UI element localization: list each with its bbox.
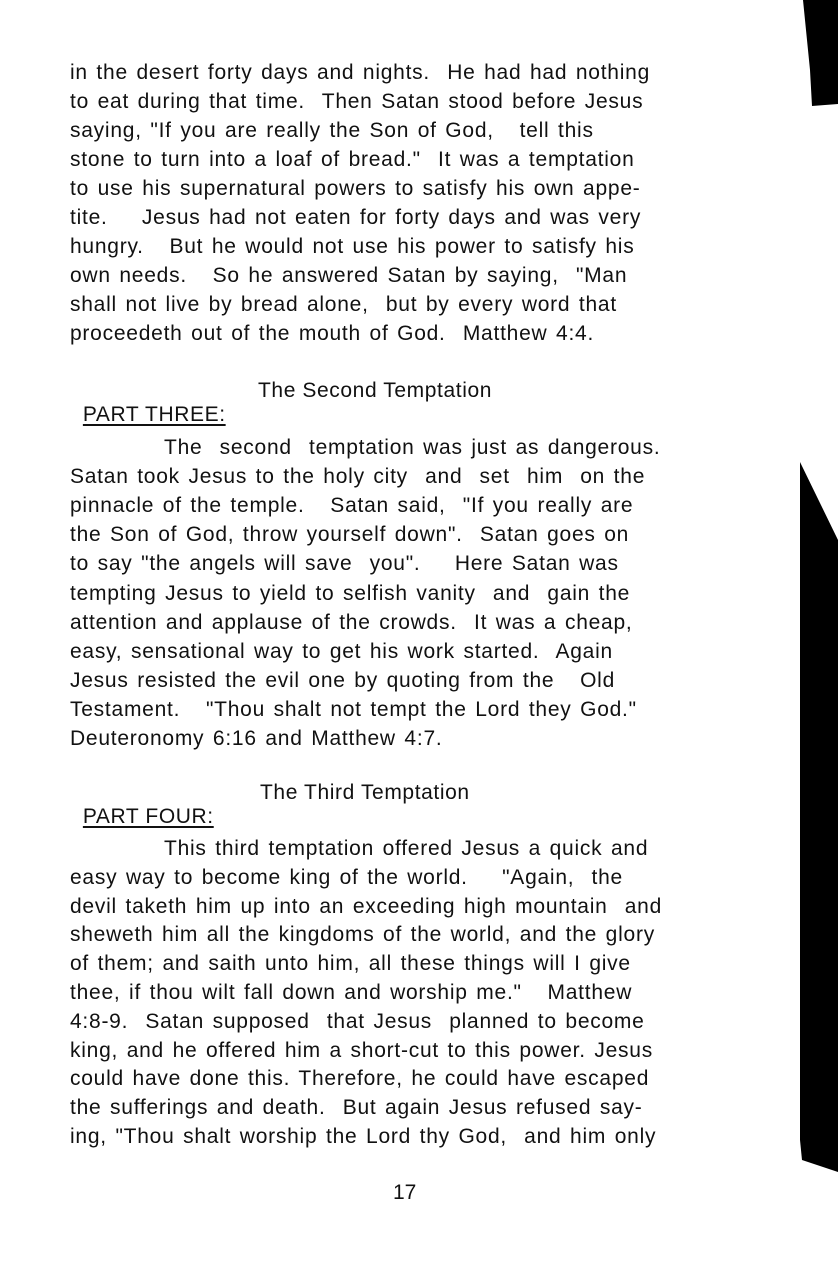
text-line: to use his supernatural powers to satisfy his own appe-: [70, 177, 641, 200]
text-line: stone to turn into a loaf of bread." It was a temptation: [70, 148, 635, 171]
text-line: 4:8-9. Satan supposed that Jesus planned to become: [70, 1009, 645, 1033]
text-line: the sufferings and death. But again Jesus refused say-: [70, 1096, 643, 1120]
text-line: tite. Jesus had not eaten for forty days and was very: [70, 206, 642, 229]
text-line: Testament. "Thou shalt not tempt the Lord they God.": [70, 697, 637, 721]
text-line: Jesus resisted the evil one by quoting from the Old: [70, 668, 616, 692]
text-line: the Son of God, throw yourself down". Satan goes on: [70, 523, 630, 547]
text-line: easy, sensational way to get his work started. Again: [70, 639, 613, 663]
section-heading-part-four: [70, 781, 214, 829]
text-line: The second temptation was just as dangerous.: [164, 436, 661, 459]
section-title: The Second Temptation: [258, 379, 493, 402]
text-line: hungry. But he would not use his power to satisfy his: [70, 235, 635, 258]
text-line: thee, if thou wilt fall down and worship me." Matthew: [70, 981, 633, 1004]
text-line: to say "the angels will save you". Here Satan was: [70, 552, 619, 576]
text-line: could have done this. Therefore, he could have escaped: [70, 1067, 650, 1091]
text-line: tempting Jesus to yield to selfish vanity and gain the: [70, 581, 631, 605]
text-line: to eat during that time. Then Satan stood before Jesus: [70, 90, 644, 113]
text-line: pinnacle of the temple. Satan said, "If you really are: [70, 494, 634, 518]
section-label: PART FOUR:: [82, 805, 214, 828]
text-line: proceedeth out of the mouth of God. Matthew 4:4.: [70, 322, 595, 345]
text-line: Satan took Jesus to the holy city and set him on the: [70, 465, 646, 489]
text-line: devil taketh him up into an exceeding high mountain and: [70, 894, 663, 918]
section-label: PART THREE:: [82, 403, 226, 426]
text-line: in the desert forty days and nights. He had had nothing: [70, 61, 651, 84]
text-line: easy way to become king of the world. "Again, the: [70, 865, 623, 889]
text-line: shall not live by bread alone, but by every word that: [70, 293, 617, 316]
text-line: attention and applause of the crowds. It was a cheap,: [70, 610, 633, 634]
page-number: 17: [393, 1181, 417, 1204]
text-line: own needs. So he answered Satan by saying, "Man: [70, 264, 628, 287]
section-heading-part-three: [70, 379, 226, 427]
text-line: ing, "Thou shalt worship the Lord thy God, and him only: [70, 1125, 657, 1148]
text-line: king, and he offered him a short-cut to this power. Jesus: [70, 1038, 653, 1062]
text-line: sheweth him all the kingdoms of the world, and the glory: [70, 923, 655, 947]
text-line: This third temptation offered Jesus a quick and: [164, 837, 649, 860]
scan-edge-top: [803, 0, 838, 106]
text-line: of them; and saith unto him, all these things will I give: [70, 952, 631, 976]
text-line: saying, "If you are really the Son of God, tell this: [70, 119, 594, 142]
section-title: The Third Temptation: [260, 781, 470, 804]
scan-edge-right: [800, 462, 838, 1172]
text-line: Deuteronomy 6:16 and Matthew 4:7.: [70, 727, 443, 750]
